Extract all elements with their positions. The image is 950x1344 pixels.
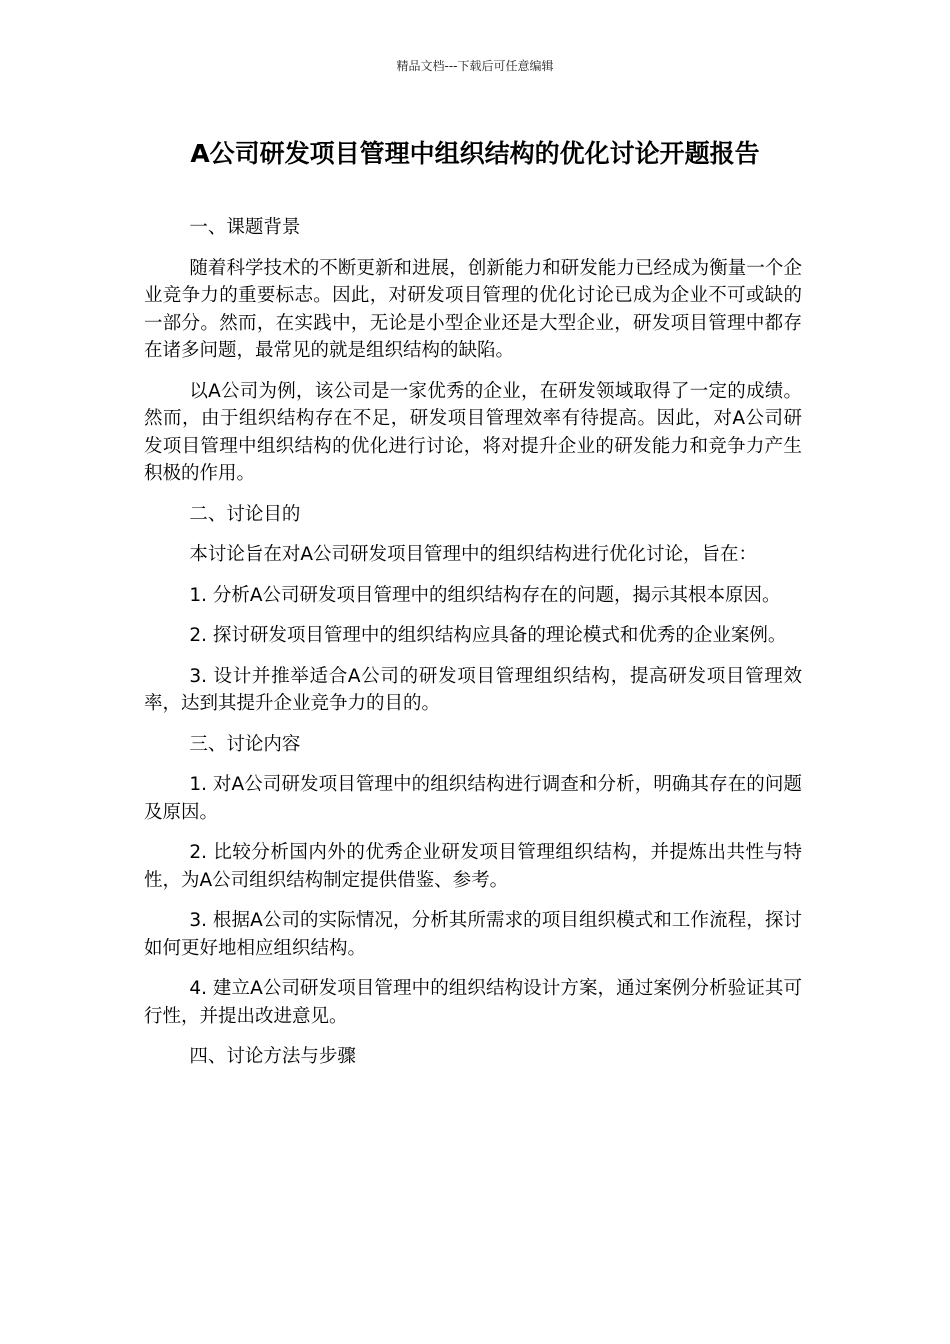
section-heading-purpose: 二、讨论目的 bbox=[189, 503, 301, 525]
list-item: 2. 探讨研发项目管理中的组织结构应具备的理论模式和优秀的企业案例。 bbox=[189, 625, 787, 646]
section-heading-background: 一、课题背景 bbox=[189, 217, 301, 238]
header-note: 精品文档---下载后可任意编辑 bbox=[396, 59, 554, 73]
list-item: 2. 比较分析国内外的优秀企业研发项目管理组织结构，并提炼出共性与特性，为A公司组织结构制定提供借鉴、参考。 bbox=[144, 842, 802, 891]
list-item: 3. 设计并推举适合A公司的研发项目管理组织结构，提高研发项目管理效率，达到其提升企业竞争力的目的。 bbox=[144, 665, 802, 714]
paragraph: 本讨论旨在对A公司研发项目管理中的组织结构进行优化讨论，旨在： bbox=[189, 544, 757, 565]
document-title: A公司研发项目管理中组织结构的优化讨论开题报告 bbox=[190, 139, 760, 168]
paragraph: 随着科学技术的不断更新和进展，创新能力和研发能力已经成为衡量一个企业竞争力的重要标志。因此，对研发项目管理的优化讨论已成为企业不可或缺的一部分。然而，在实践中，无论是小型企业还是大型企业，研发项目管理中都存在诸多问题，最常见的就是组织结构的缺陷。 bbox=[144, 257, 802, 361]
list-item: 3. 根据A公司的实际情况，分析其所需求的项目组织模式和工作流程，探讨如何更好地相应组织结构。 bbox=[144, 910, 802, 959]
list-item: 4. 建立A公司研发项目管理中的组织结构设计方案，通过案例分析验证其可行性，并提出改进意见。 bbox=[144, 978, 802, 1027]
section-heading-method: 四、讨论方法与步骤 bbox=[189, 1046, 356, 1067]
list-item: 1. 分析A公司研发项目管理中的组织结构存在的问题，揭示其根本原因。 bbox=[189, 584, 781, 606]
section-heading-content: 三、讨论内容 bbox=[189, 733, 301, 755]
list-item: 1. 对A公司研发项目管理中的组织结构进行调查和分析，明确其存在的问题及原因。 bbox=[144, 774, 802, 823]
document-body bbox=[144, 214, 802, 1084]
paragraph: 以A公司为例，该公司是一家优秀的企业，在研发领域取得了一定的成绩。然而，由于组织结构存在不足，研发项目管理效率有待提高。因此，对A公司研发项目管理中组织结构的优化进行讨论，将对提升企业的研发能力和竞争力产生积极的作用。 bbox=[144, 380, 802, 484]
